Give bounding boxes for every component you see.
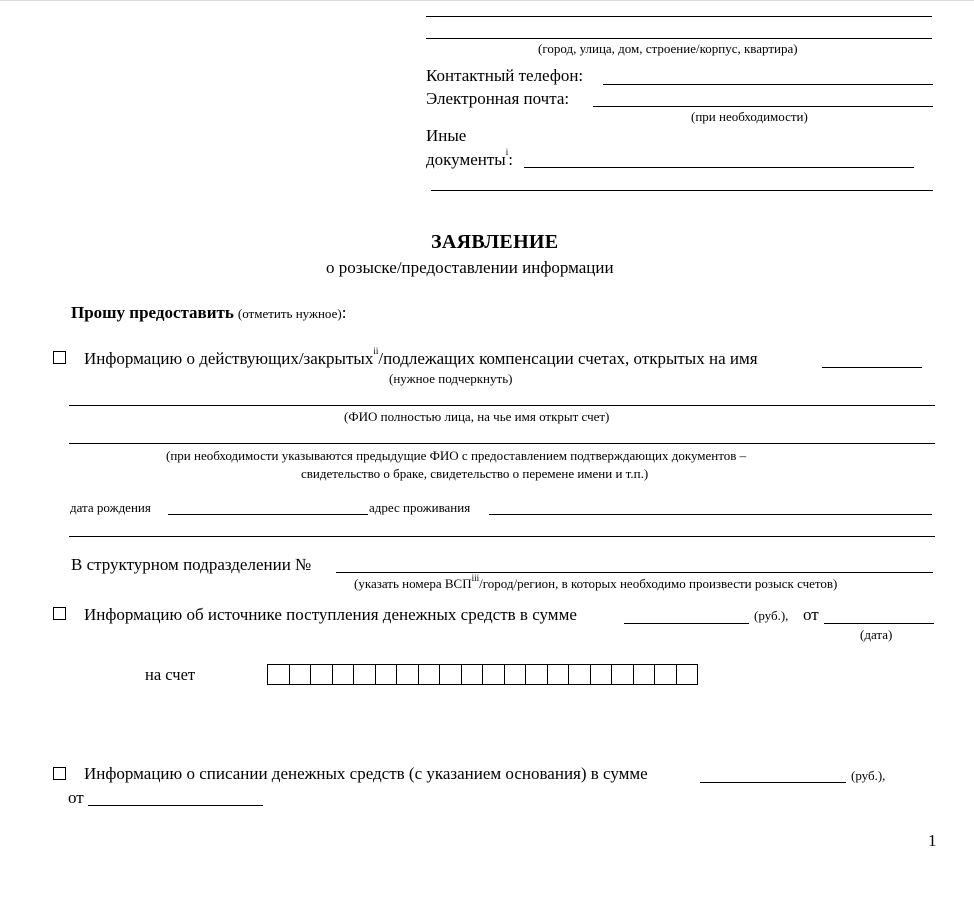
residence-address-field-2[interactable] bbox=[69, 536, 935, 537]
phone-label: Контактный телефон: bbox=[426, 66, 584, 85]
account-digit-cell[interactable] bbox=[439, 664, 462, 685]
account-digit-cell[interactable] bbox=[482, 664, 505, 685]
option2-date-field[interactable] bbox=[824, 623, 934, 624]
option2-checkbox[interactable] bbox=[53, 607, 66, 620]
account-digit-cell[interactable] bbox=[396, 664, 419, 685]
account-number-cells[interactable] bbox=[267, 664, 698, 685]
account-digit-cell[interactable] bbox=[418, 664, 441, 685]
account-digit-cell[interactable] bbox=[590, 664, 613, 685]
page-title: ЗАЯВЛЕНИЕ bbox=[431, 231, 559, 253]
fio-caption: (ФИО полностью лица, на чье имя открыт счет) bbox=[344, 409, 610, 424]
birth-date-field[interactable] bbox=[168, 514, 368, 515]
account-label: на счет bbox=[145, 665, 196, 684]
prev-fio-caption-1: (при необходимости указываются предыдущие ФИО с предоставлением подтверждающих документов – bbox=[166, 448, 747, 463]
division-caption bbox=[354, 573, 838, 592]
account-digit-cell[interactable] bbox=[310, 664, 333, 685]
other-docs-word: документы bbox=[426, 150, 506, 169]
option3-rub-label: (руб.), bbox=[851, 768, 886, 783]
address-line-2[interactable] bbox=[426, 38, 932, 39]
account-digit-cell[interactable] bbox=[547, 664, 570, 685]
address-caption: (город, улица, дом, строение/корпус, квартира) bbox=[538, 41, 798, 56]
account-digit-cell[interactable] bbox=[676, 664, 699, 685]
other-docs-label-1: Иные bbox=[426, 126, 467, 145]
option2-rub-label: (руб.), bbox=[754, 608, 789, 623]
account-digit-cell[interactable] bbox=[654, 664, 677, 685]
option1-text bbox=[84, 346, 758, 369]
account-digit-cell[interactable] bbox=[353, 664, 376, 685]
footnote-ii-marker: ii bbox=[373, 346, 379, 356]
phone-field[interactable] bbox=[603, 84, 933, 85]
option1-text-b: /подлежащих компенсации счетах, открытых на имя bbox=[378, 349, 758, 368]
request-lead-colon: : bbox=[341, 303, 347, 322]
footnote-iii-marker: iii bbox=[471, 573, 480, 583]
residence-address-field[interactable] bbox=[489, 514, 932, 515]
prev-fio-caption-2: свидетельство о браке, свидетельство о перемене имени и т.п.) bbox=[301, 466, 649, 481]
other-docs-field-2[interactable] bbox=[431, 190, 933, 191]
page-number: 1 bbox=[928, 831, 937, 850]
email-caption: (при необходимости) bbox=[691, 109, 808, 124]
address-line-1[interactable] bbox=[426, 16, 932, 17]
option1-text-a: Информацию о действующих/закрытых bbox=[84, 349, 374, 368]
account-digit-cell[interactable] bbox=[568, 664, 591, 685]
division-caption-a: (указать номера ВСП bbox=[354, 576, 472, 591]
prev-fio-field[interactable] bbox=[69, 443, 935, 444]
option2-amount-field[interactable] bbox=[624, 623, 749, 624]
email-label: Электронная почта: bbox=[426, 89, 570, 108]
account-digit-cell[interactable] bbox=[633, 664, 656, 685]
option2-text: Информацию об источнике поступления денежных средств в сумме bbox=[84, 605, 577, 624]
account-digit-cell[interactable] bbox=[461, 664, 484, 685]
page-top-edge bbox=[0, 0, 974, 1]
division-label: В структурном подразделении № bbox=[71, 555, 312, 574]
email-field[interactable] bbox=[593, 106, 933, 107]
account-digit-cell[interactable] bbox=[289, 664, 312, 685]
request-lead bbox=[71, 303, 346, 323]
option1-underline-note: (нужное подчеркнуть) bbox=[389, 371, 513, 386]
address-label: адрес проживания bbox=[369, 500, 471, 515]
other-docs-colon: : bbox=[508, 150, 513, 169]
account-digit-cell[interactable] bbox=[375, 664, 398, 685]
account-digit-cell[interactable] bbox=[525, 664, 548, 685]
other-docs-field[interactable] bbox=[524, 167, 914, 168]
option2-from-label: от bbox=[803, 605, 819, 624]
option1-checkbox[interactable] bbox=[53, 351, 66, 364]
account-digit-cell[interactable] bbox=[504, 664, 527, 685]
request-lead-bold: Прошу предоставить bbox=[71, 303, 234, 322]
option3-checkbox[interactable] bbox=[53, 767, 66, 780]
option1-name-field[interactable] bbox=[822, 367, 922, 368]
page-subtitle: о розыске/предоставлении информации bbox=[326, 258, 614, 277]
other-docs-label-2 bbox=[426, 147, 513, 170]
option3-amount-field[interactable] bbox=[700, 782, 846, 783]
option2-date-caption: (дата) bbox=[860, 627, 893, 642]
footnote-i-marker: i bbox=[505, 147, 509, 157]
division-caption-b: /город/регион, в которых необходимо произвести розыск счетов) bbox=[479, 576, 838, 591]
account-digit-cell[interactable] bbox=[332, 664, 355, 685]
option3-from-label: от bbox=[68, 788, 84, 807]
fio-field[interactable] bbox=[69, 405, 935, 406]
option3-date-field[interactable] bbox=[88, 805, 263, 806]
request-lead-note: (отметить нужное) bbox=[237, 306, 342, 321]
option3-text: Информацию о списании денежных средств (с указанием основания) в сумме bbox=[84, 764, 648, 783]
account-digit-cell[interactable] bbox=[611, 664, 634, 685]
division-field[interactable] bbox=[336, 572, 933, 573]
account-digit-cell[interactable] bbox=[267, 664, 290, 685]
birth-date-label: дата рождения bbox=[70, 500, 151, 515]
